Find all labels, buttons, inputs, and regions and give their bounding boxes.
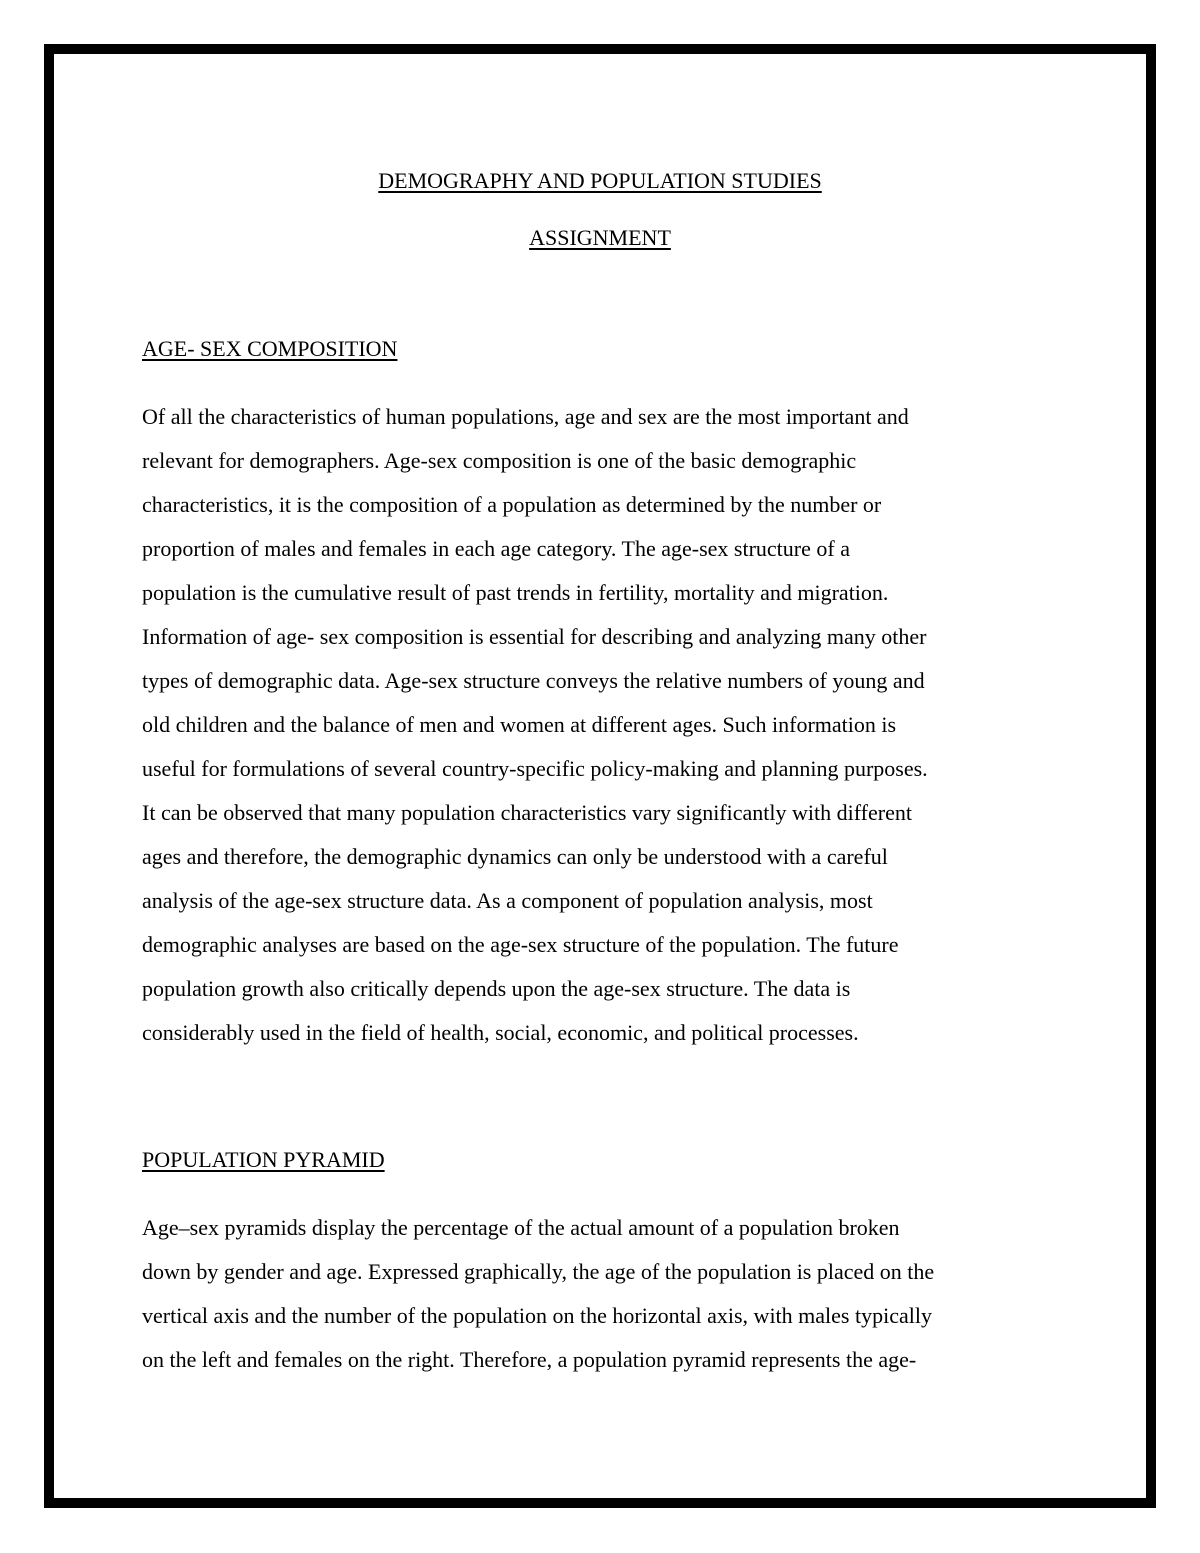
paragraph-line: vertical axis and the number of the population on the horizontal axis, with males typically — [142, 1303, 932, 1328]
paragraph-age-sex-composition — [142, 395, 928, 1055]
paragraph-line: Information of age- sex composition is essential for describing and analyzing many other — [142, 624, 927, 649]
paragraph-line: ages and therefore, the demographic dynamics can only be understood with a careful — [142, 844, 888, 869]
paragraph-line: analysis of the age-sex structure data. As a component of population analysis, most — [142, 888, 873, 913]
paragraph-line: Age–sex pyramids display the percentage of the actual amount of a population broken — [142, 1215, 900, 1240]
paragraph-line: population is the cumulative result of past trends in fertility, mortality and migration. — [142, 580, 889, 605]
document-subtitle: ASSIGNMENT — [529, 225, 671, 250]
paragraph-line: old children and the balance of men and women at different ages. Such information is — [142, 712, 897, 737]
paragraph-line: It can be observed that many population characteristics vary significantly with different — [142, 800, 912, 825]
paragraph-line: population growth also critically depends upon the age-sex structure. The data is — [142, 976, 851, 1001]
paragraph-line: useful for formulations of several country-specific policy-making and planning purposes. — [142, 756, 928, 781]
paragraph-line: characteristics, it is the composition of a population as determined by the number or — [142, 492, 882, 517]
paragraph-line: down by gender and age. Expressed graphically, the age of the population is placed on the — [142, 1259, 935, 1284]
paragraph-line: proportion of males and females in each age category. The age-sex structure of a — [142, 536, 850, 561]
paragraph-line: considerably used in the field of health, social, economic, and political processes. — [142, 1020, 859, 1045]
paragraph-line: relevant for demographers. Age-sex composition is one of the basic demographic — [142, 448, 857, 473]
paragraph-line: on the left and females on the right. Therefore, a population pyramid represents the age- — [142, 1347, 917, 1372]
section-heading-population-pyramid: POPULATION PYRAMID — [142, 1147, 385, 1172]
paragraph-population-pyramid — [142, 1206, 934, 1382]
paragraph-line: demographic analyses are based on the age-sex structure of the population. The future — [142, 932, 899, 957]
paragraph-line: Of all the characteristics of human populations, age and sex are the most important and — [142, 404, 909, 429]
paragraph-line: types of demographic data. Age-sex structure conveys the relative numbers of young and — [142, 668, 925, 693]
document-title: DEMOGRAPHY AND POPULATION STUDIES — [378, 168, 822, 193]
section-heading-age-sex-composition: AGE- SEX COMPOSITION — [142, 336, 398, 361]
